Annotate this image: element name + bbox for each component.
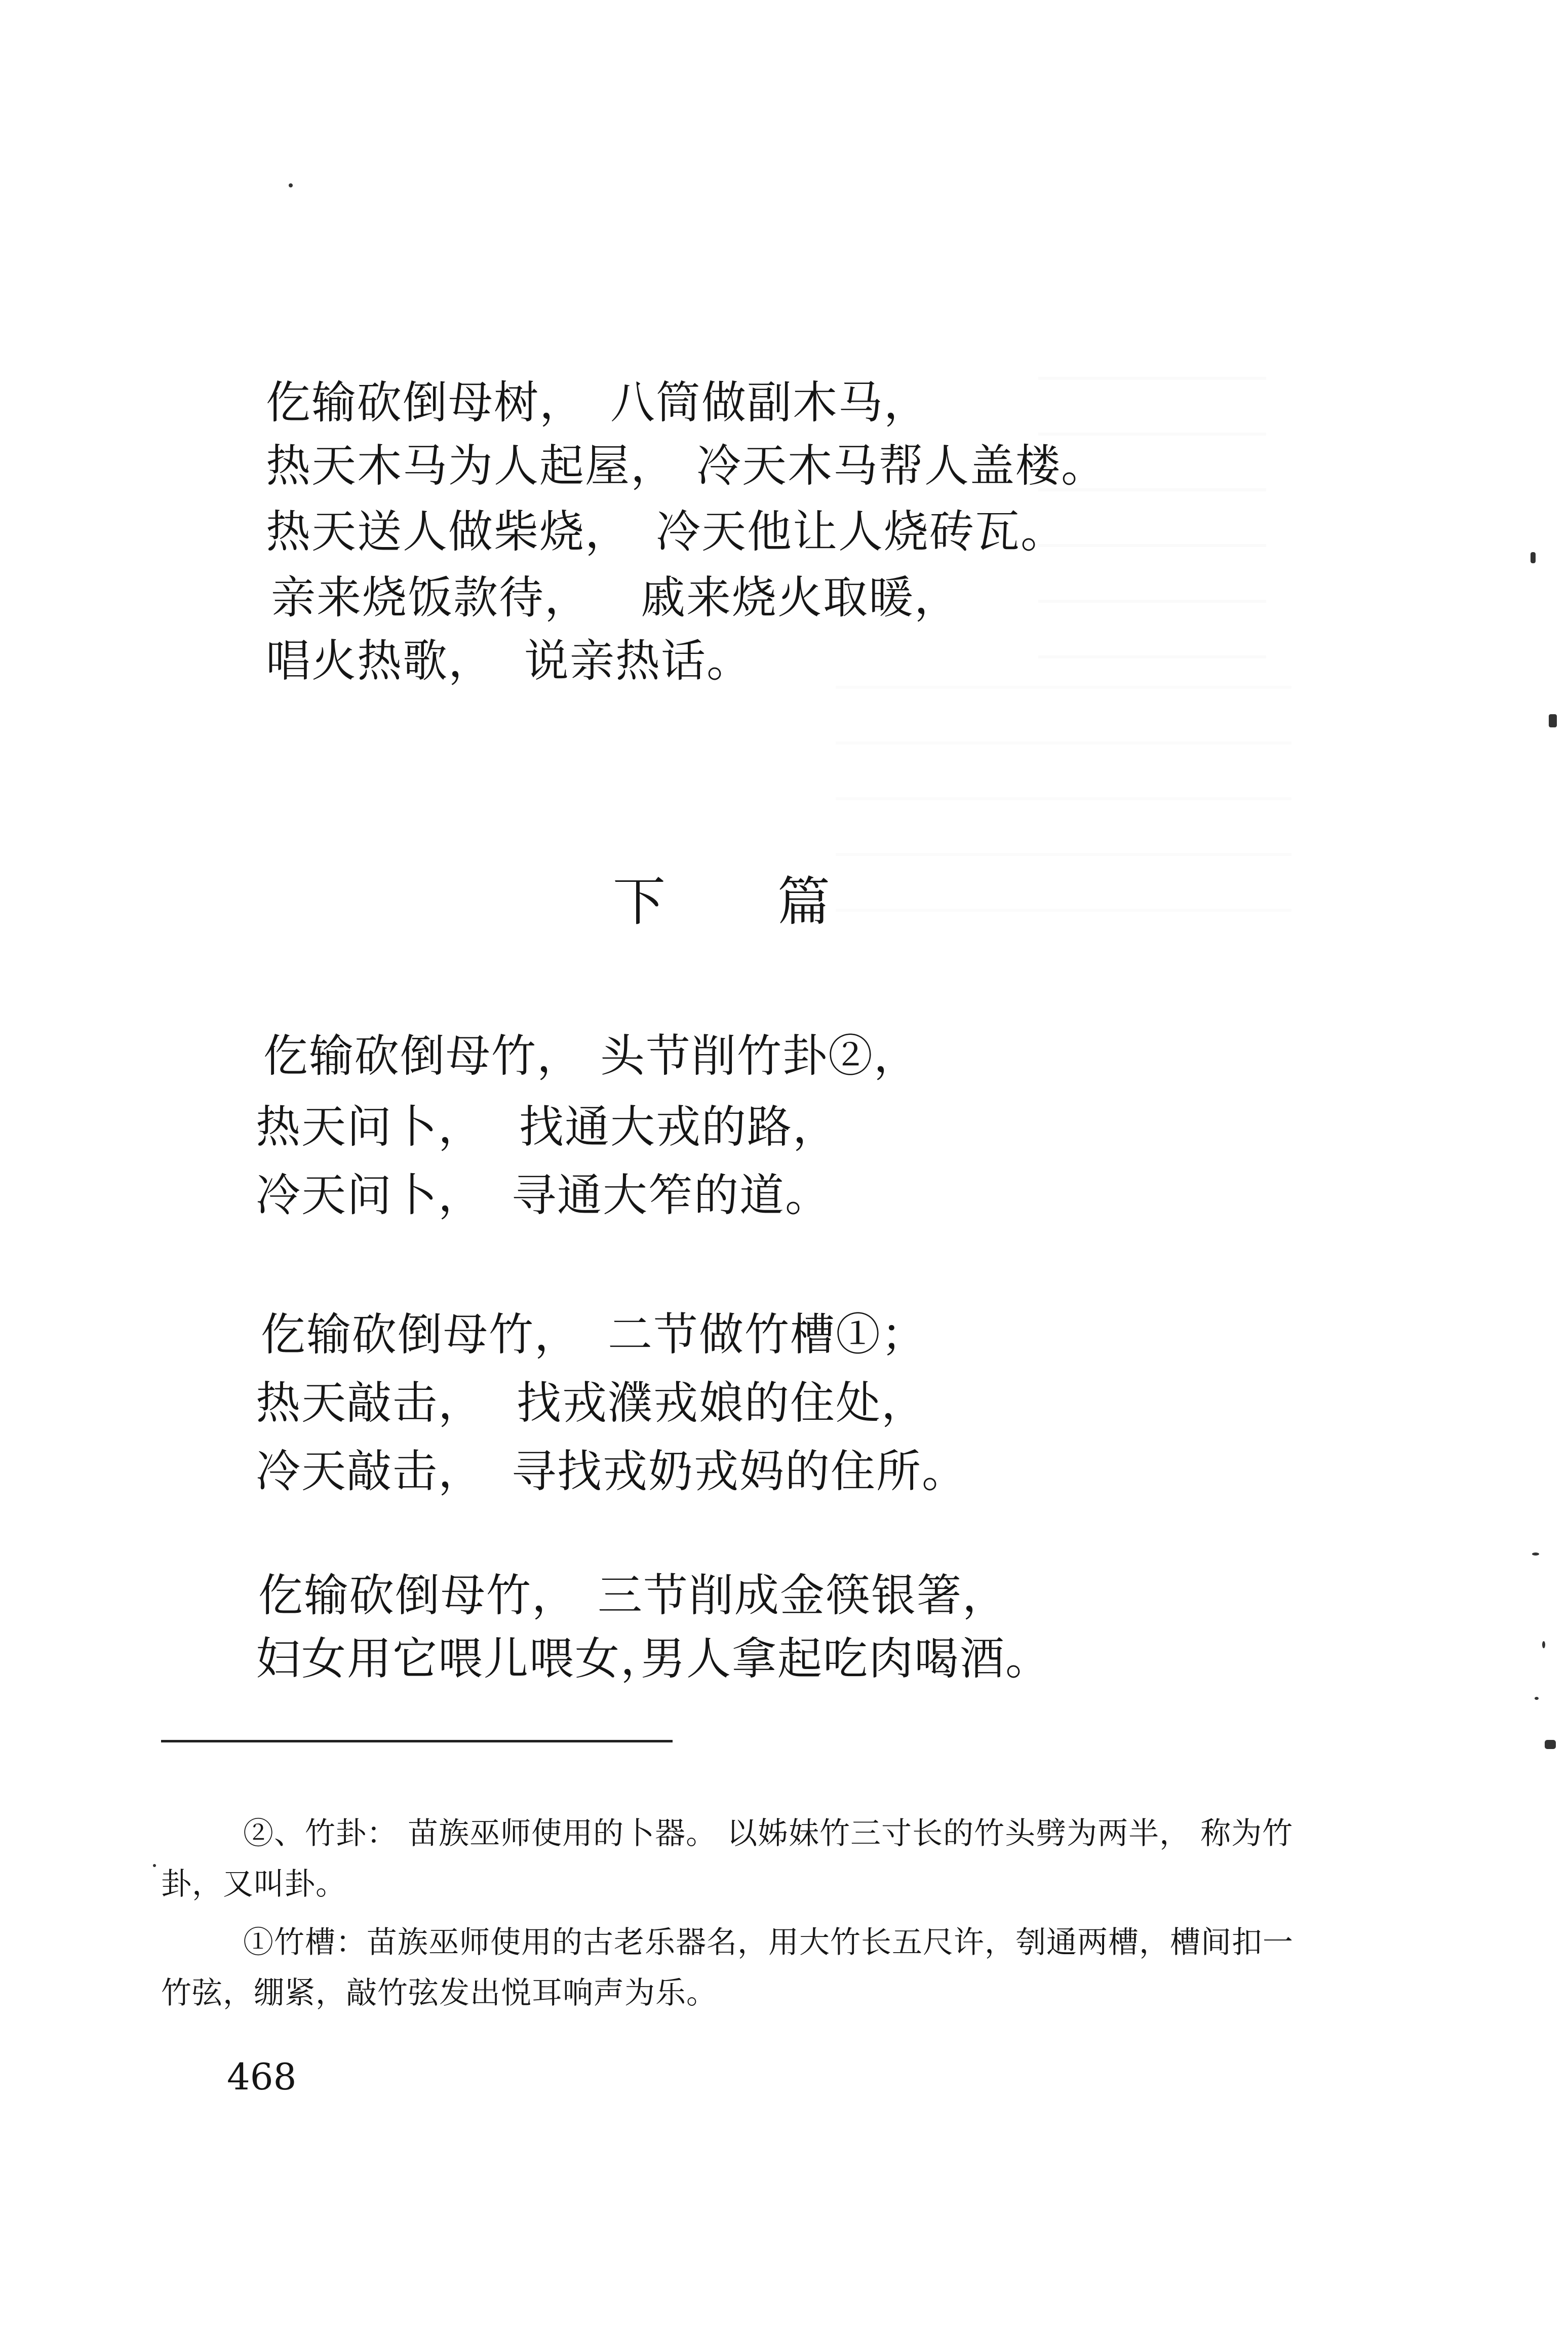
line-part-b: 说亲热话。 <box>524 635 753 687</box>
line-part-b: 男人拿起吃肉喝酒。 <box>641 1633 1051 1685</box>
line-part-a: 冷天敲击， <box>256 1445 484 1497</box>
line-part-b: 八筒做副木马， <box>610 376 930 429</box>
line-part-b: 三节削成金筷银箸， <box>598 1569 1008 1621</box>
line-part-a: 妇女用它喂儿喂女， <box>256 1633 667 1685</box>
section-title-left: 下 <box>613 871 666 933</box>
line-part-b: 寻通大笮的道。 <box>512 1169 831 1221</box>
speck <box>1549 714 1557 727</box>
footnote-1-line-1: ①竹槽：苗族巫师使用的古老乐器名，用大竹长五尺许，刳通两槽，槽间扣一 <box>243 1925 1293 1960</box>
speck <box>1545 1740 1556 1749</box>
line-part-b: 二节做竹槽①； <box>608 1308 927 1361</box>
line-part-b: 寻找戎奶戎妈的住所。 <box>512 1445 968 1497</box>
line-part-b: 找通大戎的路， <box>519 1101 839 1153</box>
speck <box>153 1864 156 1867</box>
line-part-a: 冷天问卜， <box>256 1169 484 1221</box>
speck <box>1535 1697 1539 1700</box>
line-part-a: 仡输砍倒母竹， <box>263 1030 583 1082</box>
line-part-a: 热天送人做柴烧， <box>266 506 631 558</box>
line-part-a: 唱火热歌， <box>266 635 494 687</box>
line-part-b: 找戎濮戎娘的住处， <box>517 1377 927 1429</box>
line-part-a: 热天木马为人起屋， <box>266 440 677 492</box>
line-part-a: 仡输砍倒母树， <box>266 376 585 429</box>
page-number: 468 <box>227 2055 297 2098</box>
footnote-2-line-2: 卦，又叫卦。 <box>161 1867 346 1902</box>
line-part-b: 冷天他让人烧砖瓦。 <box>656 506 1067 558</box>
footnote-2-line-1: ②、竹卦： 苗族巫师使用的卜器。 以姊妹竹三寸长的竹头劈为两半， 称为竹 <box>243 1816 1293 1851</box>
line-part-a: 热天敲击， <box>256 1377 484 1429</box>
line-part-a: 仡输砍倒母竹， <box>258 1569 578 1621</box>
line-part-a: 仡输砍倒母竹， <box>261 1308 580 1361</box>
section-title-right: 篇 <box>777 871 831 933</box>
line-part-a: 亲来烧饭款待， <box>271 571 591 624</box>
line-part-b: 头节削竹卦②， <box>600 1030 920 1082</box>
speck <box>1542 1641 1545 1648</box>
footnote-rule <box>161 1740 673 1742</box>
bleed-through-mark <box>836 658 1291 912</box>
speck <box>289 183 293 187</box>
line-part-b: 冷天木马帮人盖楼。 <box>696 440 1107 492</box>
footnote-1-line-2: 竹弦，绷紧，敲竹弦发出悦耳响声为乐。 <box>161 1975 717 2011</box>
speck <box>1531 552 1536 563</box>
speck <box>1532 1552 1539 1556</box>
line-part-b: 戚来烧火取暖， <box>641 571 960 624</box>
line-part-a: 热天问卜， <box>256 1101 484 1153</box>
bleed-through-mark <box>1038 355 1266 658</box>
